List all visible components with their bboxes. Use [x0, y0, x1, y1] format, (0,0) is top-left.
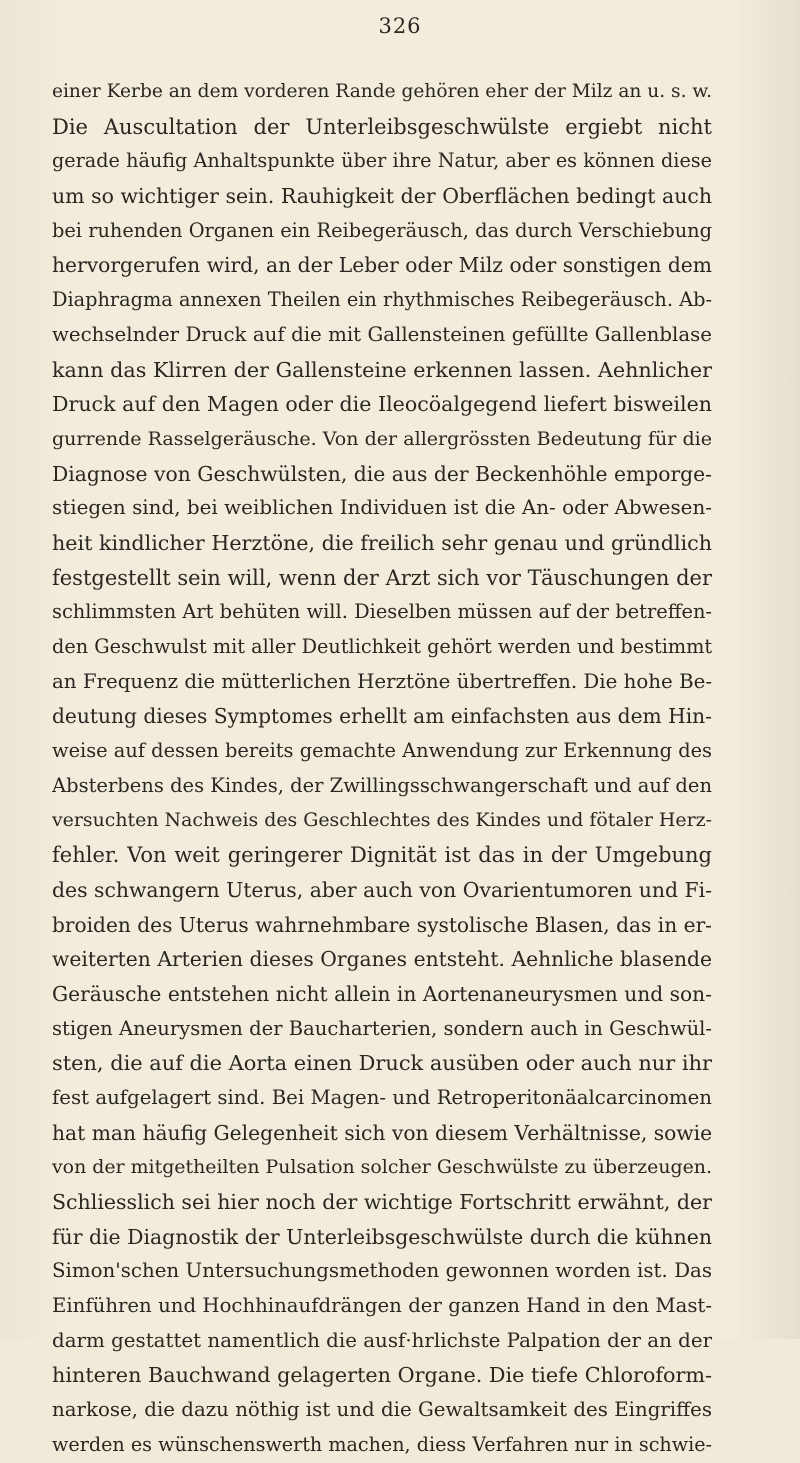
text-line: wechselnder Druck auf die mit Gallensteinen gefüllte Gallenblase — [52, 322, 712, 346]
text-line: schlimmsten Art behüten will. Dieselben müssen auf der betreffen- — [52, 600, 712, 624]
text-line: gurrende Rasselgeräusche. Von der allergrössten Bedeutung für die — [52, 427, 712, 450]
text-line: des schwangern Uterus, aber auch von Ovarientumoren und Fi- — [52, 877, 712, 902]
text-line: hervorgerufen wird, an der Leber oder Milz oder sonstigen dem — [52, 253, 712, 278]
text-line: festgestellt sein will, wenn der Arzt sich vor Täuschungen der — [52, 565, 712, 590]
text-line: Diaphragma annexen Theilen ein rhythmisches Reibegeräusch. Ab- — [52, 288, 712, 312]
text-line: darm gestattet namentlich die ausf·hrlichste Palpation der an der — [52, 1328, 712, 1352]
text-line: fehler. Von weit geringerer Dignität ist das in der Umgebung — [52, 843, 712, 868]
text-line: um so wichtiger sein. Rauhigkeit der Oberflächen bedingt auch — [52, 184, 712, 209]
text-line: narkose, die dazu nöthig ist und die Gewaltsamkeit des Eingriffes — [52, 1398, 712, 1422]
text-line: Schliesslich sei hier noch der wichtige Fortschritt erwähnt, der — [52, 1190, 712, 1214]
text-line: Diagnose von Geschwülsten, die aus der Beckenhöhle emporge- — [52, 461, 712, 486]
text-line: hat man häufig Gelegenheit sich von diesem Verhältnisse, sowie — [52, 1120, 712, 1145]
text-line: stiegen sind, bei weiblichen Individuen ist die An- oder Abwesen- — [52, 496, 712, 520]
text-line: Die Auscultation der Unterleibsgeschwülste ergiebt nicht — [52, 114, 712, 139]
text-line: deutung dieses Symptomes erhellt am einfachsten aus dem Hin- — [52, 704, 712, 729]
text-line: den Geschwulst mit aller Deutlichkeit gehört werden und bestimmt — [52, 635, 712, 658]
text-line: Geräusche entstehen nicht allein in Aortenaneurysmen und son- — [52, 981, 712, 1006]
text-line: werden es wünschenswerth machen, diess Verfahren nur in schwie- — [52, 1432, 712, 1456]
text-line: weiterten Arterien dieses Organes entsteht. Aehnliche blasende — [52, 947, 712, 972]
text-line: broiden des Uterus wahrnehmbare systolische Blasen, das in er- — [52, 912, 712, 937]
text-line: an Frequenz die mütterlichen Herztöne übertreffen. Die hohe Be- — [52, 669, 712, 693]
body-text — [52, 75, 712, 1463]
text-line: Druck auf den Magen oder die Ileocöalgegend liefert bisweilen — [52, 392, 712, 417]
text-line: kann das Klirren der Gallensteine erkennen lassen. Aehnlicher — [52, 357, 712, 382]
text-line: von der mitgetheilten Pulsation solcher Geschwülste zu überzeugen. — [52, 1156, 712, 1179]
text-line: fest aufgelagert sind. Bei Magen- und Retroperitonäalcarcinomen — [52, 1085, 712, 1109]
page-number: 326 — [378, 14, 422, 38]
text-line: einer Kerbe an dem vorderen Rande gehören eher der Milz an u. s. w. — [52, 81, 712, 102]
text-line: Absterbens des Kindes, der Zwillingsschwangerschaft und auf den — [52, 773, 712, 797]
text-line: hinteren Bauchwand gelagerten Organe. Die tiefe Chloroform- — [52, 1363, 712, 1388]
text-line: versuchten Nachweis des Geschlechtes des Kindes und fötaler Herz- — [52, 809, 712, 832]
text-line: heit kindlicher Herztöne, die freilich sehr genau und gründlich — [52, 530, 712, 555]
text-line: sten, die auf die Aorta einen Druck ausüben oder auch nur ihr — [52, 1051, 712, 1076]
text-line: stigen Aneurysmen der Baucharterien, sondern auch in Geschwül- — [52, 1016, 712, 1040]
text-line: weise auf dessen bereits gemachte Anwendung zur Erkennung des — [52, 739, 712, 763]
text-line: Einführen und Hochhinaufdrängen der ganzen Hand in den Mast- — [52, 1294, 712, 1318]
text-line: für die Diagnostik der Unterleibsgeschwülste durch die kühnen — [52, 1224, 712, 1249]
text-line: bei ruhenden Organen ein Reibegeräusch, das durch Verschiebung — [52, 218, 712, 242]
text-line: Simon'schen Untersuchungsmethoden gewonnen worden ist. Das — [52, 1259, 712, 1283]
text-line: gerade häufig Anhaltspunkte über ihre Natur, aber es können diese — [52, 149, 712, 173]
